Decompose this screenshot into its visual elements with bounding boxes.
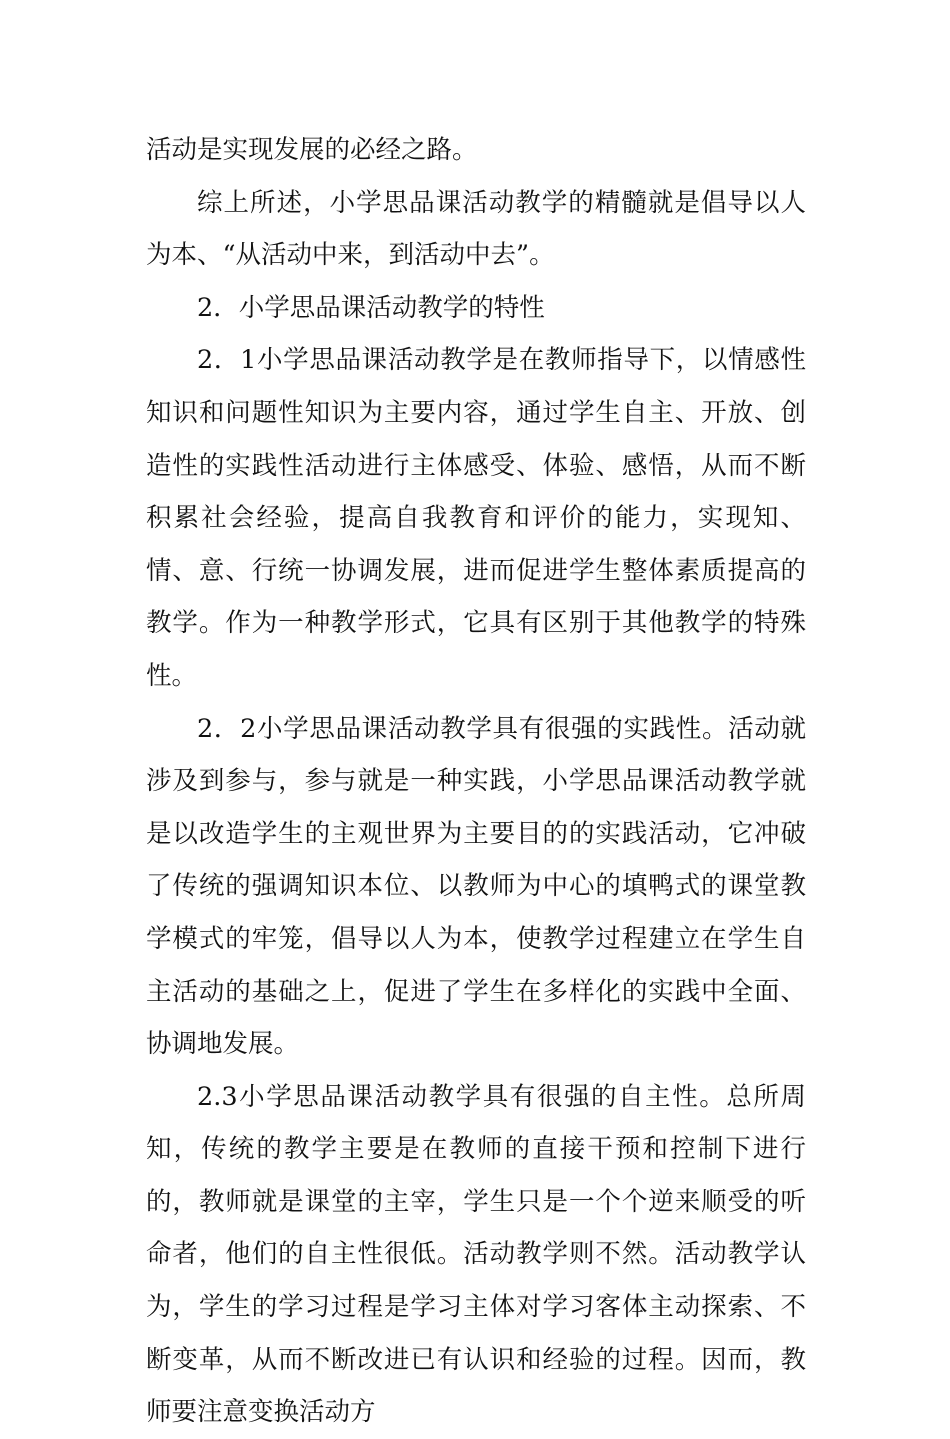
- document-page: [146, 124, 806, 1439]
- paragraph-continuation: 活动是实现发展的必经之路。: [146, 135, 478, 165]
- paragraph-summary: 综上所述，小学思品课活动教学的精髓就是倡导以人为本、“从活动中来，到活动中去”。: [146, 187, 806, 271]
- section-heading: 2．小学思品课活动教学的特性: [197, 292, 545, 323]
- paragraph-2-1: 2．1小学思品课活动教学是在教师指导下，以情感性知识和问题性知识为主要内容，通过学生自主、开放、创造性的实践性活动进行主体感受、体验、感悟，从而不断积累社会经验，提高自我教育和评价的能力，实现知、情、意、行统一协调发展，进而促进学生整体素质提高的教学。作为一种教学形式，它具有区别于其他教学的特殊性。: [146, 345, 806, 691]
- paragraph-2-3: 2.3小学思品课活动教学具有很强的自主性。总所周知，传统的教学主要是在教师的直接干预和控制下进行的，教师就是课堂的主宰，学生只是一个个逆来顺受的听命者，他们的自主性很低。活动教学则不然。活动教学认为，学生的学习过程是学习主体对学习客体主动探索、不断变革，从而不断改进已有认识和经验的过程。因而，教师要注意变换活动方: [146, 1081, 806, 1428]
- paragraph-2-2: 2．2小学思品课活动教学具有很强的实践性。活动就涉及到参与，参与就是一种实践，小学思品课活动教学就是以改造学生的主观世界为主要目的的实践活动，它冲破了传统的强调知识本位、以教师为中心的填鸭式的课堂教学模式的牢笼，倡导以人为本，使教学过程建立在学生自主活动的基础之上，促进了学生在多样化的实践中全面、协调地发展。: [146, 713, 806, 1060]
